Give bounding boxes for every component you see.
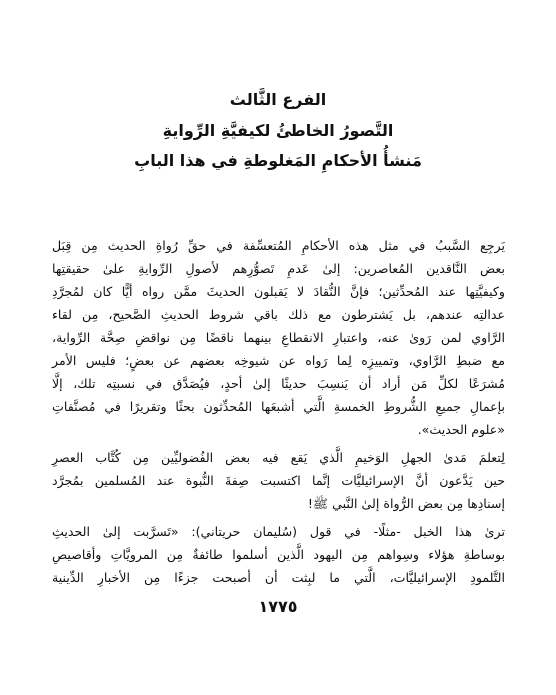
section-subtitle: مَنشأُ الأحكامِ المَغلوطةِ في هذا البابِ	[134, 151, 422, 170]
text-line: مُشرَعًا لكلِّ مَن أراد أن يَنسِبَ حديثًا إلىٰ أحدٍ، فيُصَدَّق في نسبتِه تلك، إلَّا	[52, 376, 505, 391]
branch-heading: الفرع الثَّالث	[229, 90, 327, 109]
text-line: مع ضبطِ الرَّاوي، وتمييزِه لِما رَواه عن شيوخِه بعضهم عن بعضٍ؛ فليس الأمر	[52, 353, 505, 368]
text-line: يَرجِع السَّببُ في مثل هذه الأحكامِ المُتعسِّفة في حقِّ رُواةِ الحديث مِن قِبَل	[52, 238, 505, 253]
text-line: ترىٰ هذا الخبل -مثلًا- في قول (سُليمان حريتاني): «تَسرَّبت إلىٰ الحديثِ	[52, 524, 505, 539]
text-line: بوساطةِ هؤلاء وسِواهم مِن اليهود الَّذين أسلموا طائفةٌ مِن المرويَّاتِ وأقاصيصِ	[52, 547, 505, 562]
text-line: الرَّاوي لمن رَوىٰ عنه، واعتبارِ الانقطاعِ بينهما ناقضًا مِن نواقضِ صِحَّة الرِّواية،	[52, 330, 505, 345]
text-line: التَّلمودِ الإسرائيليَّات، الَّتي ما لبِثت أن أصبحت جزءًا مِن الأخبارِ الدِّينية	[52, 570, 505, 585]
text-line: بعض النَّاقدين المُعاصرين: إلىٰ عَدمِ تَصوُّرِهم لأصولِ الرِّوايةِ علىٰ حقيقتِها	[52, 261, 505, 276]
text-line: لِتعلمَ مَدىٰ الجهلِ الوَخيمِ الَّذي يَقع فيه بعض الفُضوليِّين مِن كُتَّاب العصرِ	[52, 450, 505, 465]
page-number: ١٧٧٥	[258, 597, 298, 616]
text-line: بإعمالِ جميعِ الشُّروطِ الخمسةِ الَّتي أشبعَها المُحدِّثون بحثًا وتقريرًا في مُصنَّفاتِ	[52, 399, 505, 414]
section-title: التَّصورُ الخاطئُ لكيفيَّةِ الرِّوايةِ	[162, 121, 394, 140]
text-line: «علوم الحديث».	[417, 422, 505, 437]
text-line: عدالتِه عندهم، بل يَشترطون مع ذلك باقي شروط الحديثِ الصَّحيح، مِن لقاء	[52, 307, 505, 322]
text-line: وكيفيَّتِها عند المُحدِّثين؛ فإنَّ النُّقادَ لا يَقبلون الحديثَ ممَّن رواه أيًّا كان لمُجرَّدِ	[52, 284, 505, 299]
text-line: إسنادِها مِن بعض الرُّواة إلىٰ النَّبي ﷺ!	[307, 496, 505, 511]
text-line: حين يَدَّعون أنَّ الإسرائيليَّات إنَّما اكتسبت صِفةَ النُّبوة عند المُسلمين بمُجرَّد	[52, 473, 505, 488]
